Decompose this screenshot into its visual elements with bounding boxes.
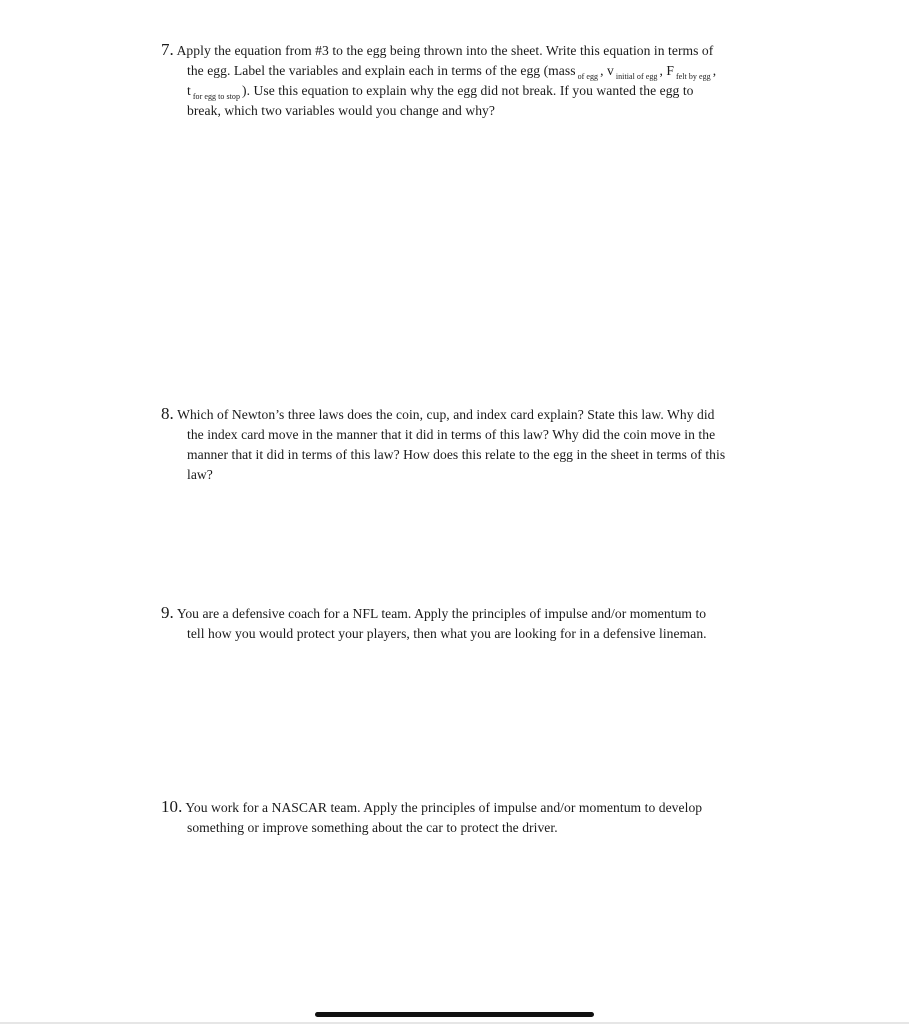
question-7-line-2: the egg. Label the variables and explain each in terms of the egg (mass $_{of egg}$ , v $_{initial of egg}$ , F $_{felt by egg}$ , xyxy=(187,63,717,81)
time-variable: t xyxy=(187,83,191,98)
question-7-text-2: the egg. Label the variables and explain each in terms of the egg (mass xyxy=(187,63,576,78)
question-8-number: 8. xyxy=(161,404,174,423)
question-8-line-3: manner that it did in terms of this law? How does this relate to the egg in the sheet in terms of this xyxy=(187,447,726,462)
question-7-number: 7. xyxy=(161,40,174,59)
question-9 xyxy=(161,603,776,644)
home-indicator-bar[interactable] xyxy=(315,1012,594,1017)
force-subscript: felt by egg xyxy=(675,72,711,81)
question-7 xyxy=(161,40,776,121)
question-10-line-2: something or improve something about the car to protect the driver. xyxy=(187,820,558,835)
question-7-line-3 xyxy=(161,81,776,101)
question-8 xyxy=(161,404,776,485)
question-8-text-1: Which of Newton’s three laws does the coin, cup, and index card explain? State this law. Why did xyxy=(177,407,715,422)
question-10 xyxy=(161,797,776,838)
force-variable: F xyxy=(666,63,674,78)
time-subscript: for egg to stop xyxy=(192,92,241,101)
question-8-line-4: law? xyxy=(187,467,213,482)
question-7-text-3: ). Use this equation to explain why the egg did not break. If you wanted the egg to xyxy=(242,83,694,98)
question-7-line-4: break, which two variables would you change and why? xyxy=(187,103,495,118)
velocity-variable: v xyxy=(606,63,614,78)
question-7-line-1 xyxy=(161,40,776,61)
question-8-line-2: the index card move in the manner that it did in terms of this law? Why did the coin move in the xyxy=(187,427,716,442)
question-8-line-1 xyxy=(161,404,776,425)
question-9-number: 9. xyxy=(161,603,174,622)
velocity-subscript: initial of egg xyxy=(615,72,658,81)
question-9-line-1 xyxy=(161,603,776,624)
question-7-text-1: Apply the equation from #3 to the egg being thrown into the sheet. Write this equation in terms of xyxy=(176,43,714,58)
question-9-text-1: You are a defensive coach for a NFL team. Apply the principles of impulse and/or momentum to xyxy=(176,606,707,621)
mass-subscript: of egg xyxy=(577,72,599,81)
question-9-line-2: tell how you would protect your players, then what you are looking for in a defensive lineman. xyxy=(187,626,707,641)
question-10-text-1: You work for a NASCAR team. Apply the principles of impulse and/or momentum to develop xyxy=(185,800,703,815)
question-10-line-1 xyxy=(161,797,776,818)
question-10-number: 10. xyxy=(161,797,183,816)
